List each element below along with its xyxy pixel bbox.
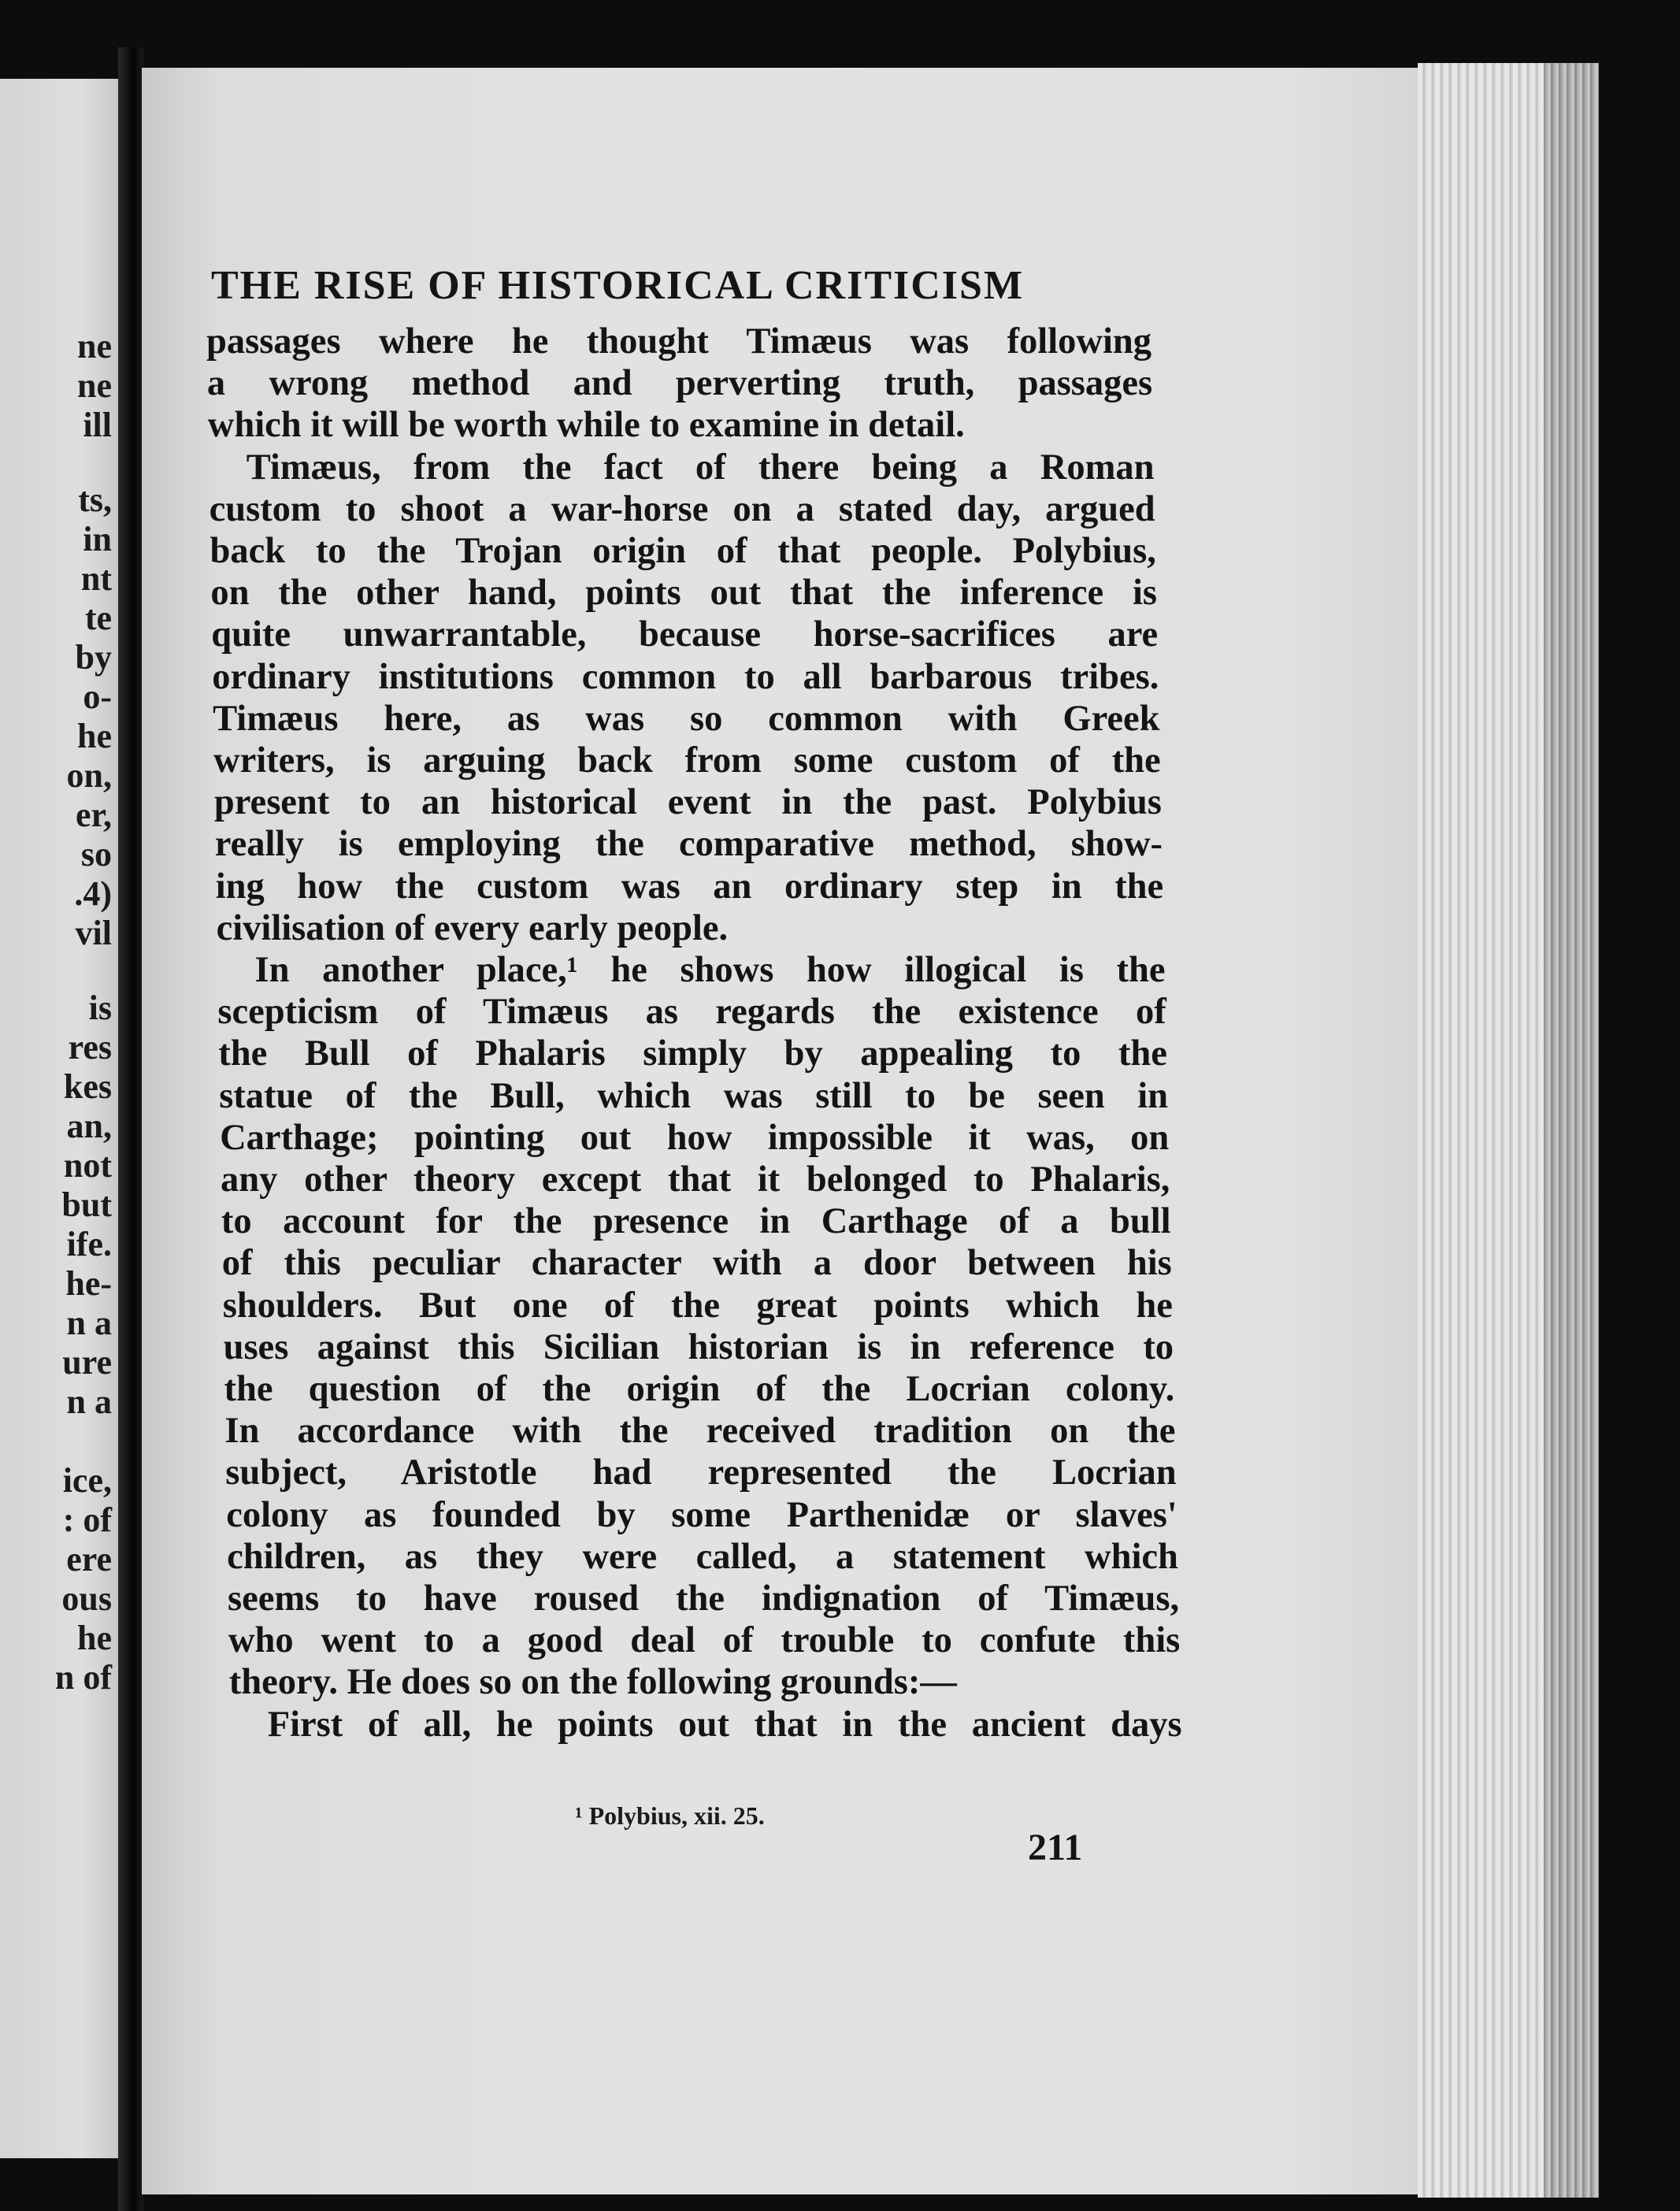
facing-page-text-fragment: ne [77, 366, 112, 405]
facing-page-text-fragment: ts, [78, 480, 112, 519]
body-text-line: ing how the custom was an ordinary step in the [215, 866, 1164, 907]
facing-page-text-fragment: is [88, 989, 112, 1027]
body-text-line: statue of the Bull, which was still to be seen in [219, 1075, 1169, 1116]
facing-page-edge [0, 79, 118, 2158]
facing-page-text-fragment: so [80, 835, 112, 874]
facing-page-text-fragment: ere [66, 1540, 112, 1578]
body-text-line: shoulders. But one of the great points which he [222, 1285, 1173, 1326]
facing-page-text-fragment: o- [83, 677, 112, 716]
facing-page-text-fragment: not [63, 1146, 112, 1185]
page-number: 211 [1028, 1827, 1083, 1868]
facing-page-text-fragment: res [68, 1028, 112, 1067]
body-text-line: civilisation of every early people. [216, 907, 729, 948]
facing-page-text-fragment: in [83, 520, 112, 558]
body-text-line: the Bull of Phalaris simply by appealing to the [218, 1033, 1167, 1074]
facing-page-text-fragment: n a [66, 1304, 112, 1342]
body-text-line: quite unwarrantable, because horse-sacrifices are [211, 614, 1159, 655]
footnote: ¹ Polybius, xii. 25. [575, 1801, 765, 1830]
body-text-line: colony as founded by some Parthenidæ or slaves' [226, 1494, 1177, 1535]
facing-page-text-fragment: te [84, 599, 112, 637]
body-text-line: custom to shoot a war-horse on a stated day, argued [209, 488, 1155, 529]
facing-page-text-fragment: ill [83, 406, 112, 444]
facing-page-text-fragment: he [77, 717, 112, 755]
body-text-line: writers, is arguing back from some custom of the [213, 740, 1161, 781]
facing-page-text-fragment: .4) [74, 874, 112, 913]
facing-page-text-fragment: on, [66, 756, 112, 795]
body-text-line: the question of the origin of the Locrian colony. [224, 1369, 1175, 1409]
facing-page-text-fragment: vil [75, 914, 112, 952]
body-text-line: back to the Trojan origin of that people. Polybius, [210, 531, 1156, 571]
facing-page-text-fragment: : of [62, 1501, 112, 1539]
facing-page-text-fragment: he [77, 1619, 112, 1657]
body-text-line: ordinary institutions common to all barbarous tribes. [212, 656, 1159, 697]
body-text-line: theory. He does so on the following grounds:— [228, 1662, 957, 1703]
body-text-line: of this peculiar character with a door between his [221, 1243, 1172, 1284]
book-gutter [118, 47, 143, 2211]
body-text-line: who went to a good deal of trouble to confute this [228, 1620, 1181, 1661]
body-text-line: on the other hand, points out that the inference is [210, 573, 1157, 614]
body-text-line: which it will be worth while to examine in detail. [207, 405, 965, 446]
facing-page-text-fragment: kes [63, 1067, 112, 1106]
facing-page-text-fragment: he- [65, 1264, 112, 1303]
facing-page-text-fragment: ous [61, 1579, 112, 1618]
body-text-line: Timæus here, as was so common with Greek [213, 698, 1160, 739]
facing-page-text-fragment: ure [62, 1343, 112, 1382]
body-text-line: any other theory except that it belonged to Phalaris, [221, 1159, 1170, 1200]
facing-page-text-fragment: er, [75, 796, 112, 834]
body-text-line: Timæus, from the fact of there being a Roman [246, 447, 1155, 488]
page-stack-shadow [1544, 63, 1599, 2198]
facing-page-text-fragment: by [75, 638, 112, 677]
facing-page-text-fragment: n of [54, 1658, 112, 1697]
facing-page-text-fragment: ice, [62, 1461, 112, 1500]
body-text-line: subject, Aristotle had represented the Locrian [225, 1452, 1177, 1493]
facing-page-text-fragment: n a [66, 1382, 112, 1421]
facing-page-text-fragment: but [61, 1185, 112, 1224]
body-text-line: uses against this Sicilian historian is in reference to [223, 1326, 1174, 1367]
body-text-line: seems to have roused the indignation of Timæus, [228, 1578, 1180, 1619]
body-text-line: First of all, he points out that in the ancient days [267, 1704, 1182, 1745]
body-text-line: scepticism of Timæus as regards the existence of [217, 992, 1166, 1033]
body-text-line: In accordance with the received tradition on the [224, 1411, 1176, 1452]
body-text-line: In another place,¹ he shows how illogical is the [254, 950, 1166, 990]
body-text-line: present to an historical event in the past. Polybius [213, 782, 1162, 823]
body-text-line: to account for the presence in Carthage of a bull [221, 1201, 1171, 1242]
body-text-line: a wrong method and perverting truth, passages [206, 363, 1153, 404]
body-text-line: Carthage; pointing out how impossible it was, on [220, 1117, 1170, 1158]
facing-page-text-fragment: ife. [66, 1225, 112, 1263]
facing-page-text-fragment: ne [77, 327, 112, 365]
body-text-line: passages where he thought Timæus was following [206, 321, 1152, 362]
facing-page-text-fragment: an, [66, 1107, 112, 1145]
facing-page-text-fragment: nt [80, 559, 112, 598]
body-text-line: really is employing the comparative method, show- [214, 824, 1163, 865]
running-head: THE RISE OF HISTORICAL CRITICISM [211, 263, 1025, 308]
body-text-line: children, as they were called, a statement which [227, 1536, 1178, 1577]
